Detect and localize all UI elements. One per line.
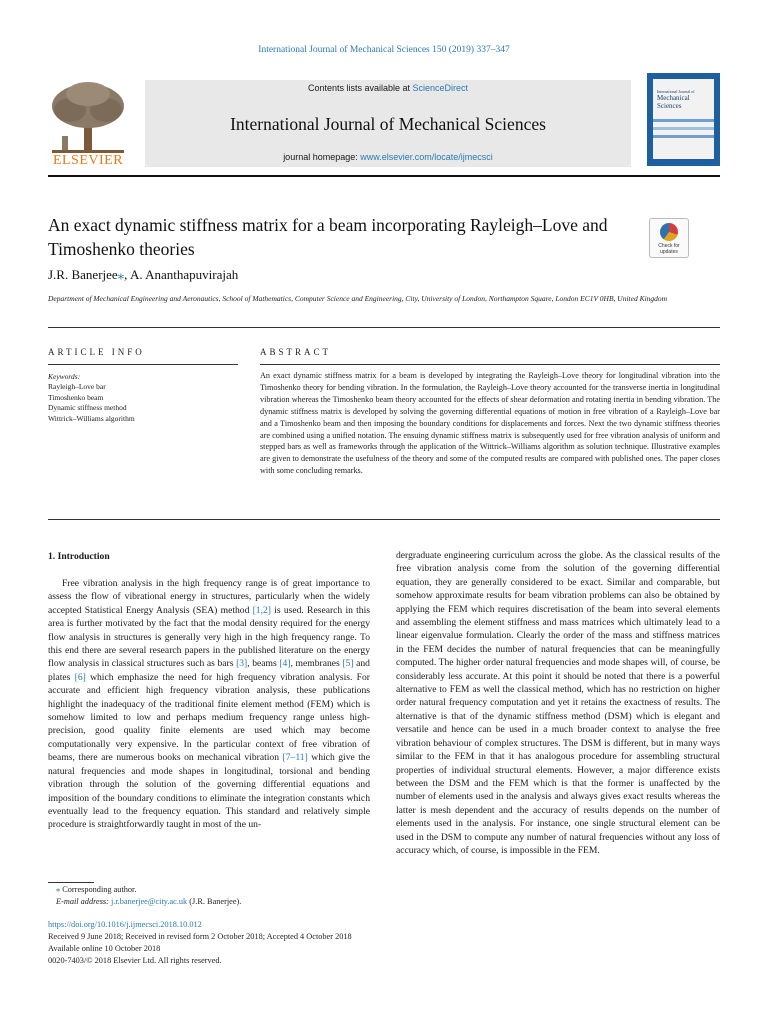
intro-right-column — [396, 549, 720, 857]
keyword-item: Dynamic stiffness method — [48, 403, 127, 412]
cover-title — [657, 89, 711, 110]
contents-prefix: Contents lists available at — [307, 83, 413, 93]
citation-link[interactable]: [7–11] — [282, 752, 308, 764]
cover-stripe — [653, 127, 714, 130]
available-online: Available online 10 October 2018 — [48, 944, 161, 953]
check-for-updates-button[interactable] — [649, 218, 689, 258]
cover-small-text: International Journal of — [657, 89, 695, 94]
article-title: An exact dynamic stiffness matrix for a beam incorporating Rayleigh–Love and Timoshenko theories — [48, 215, 608, 259]
tree-icon — [48, 80, 128, 156]
abstract-rule-bottom — [48, 519, 720, 520]
keywords-label: Keywords: — [48, 372, 81, 381]
journal-cover[interactable] — [647, 73, 720, 166]
journal-banner — [145, 80, 631, 167]
copyright: 0020-7403/© 2018 Elsevier Ltd. All rights reserved. — [48, 956, 222, 965]
intro-paragraph — [48, 577, 370, 832]
abstract-text: An exact dynamic stiffness matrix for a beam is developed by integrating the Rayleigh–Love theory for longitudinal vibration into the Timoshenko theory for bending vibration. In the formulation, the Rayleigh–Love theory accounted for the transverse inertia in longitudinal vibration whereas the Timoshenko beam theory accounted for the effects of shear deformation and rotating inertia in bending vibration. The dynamic stiffness matrix is developed by solving the governing differential equations of motion in free vibration of a Rayleigh–Love bar and a Timoshenko beam and then imposing the boundary conditions for displacements and forces. Next the two dynamic stiffness theories are combined using a unified notation. The ensuing dynamic stiffness matrix is subsequently used for free vibration analysis of uniform and stepped bars as well as frameworks through the application of the Wittrick–Williams algorithm as solution technique. Illustrative examples are given to demonstrate the usefulness of the theory and some of the computed results are compared with published ones. The paper closes with some concluding remarks. — [260, 371, 720, 476]
corresponding-mark[interactable]: ⁎ — [117, 267, 125, 282]
author-separator: , — [124, 267, 130, 282]
email-label: E-mail address: — [56, 897, 111, 906]
section-heading-introduction: 1. Introduction — [48, 551, 110, 562]
corresponding-author-note — [56, 884, 241, 896]
publisher-name: ELSEVIER — [52, 153, 124, 168]
homepage-prefix: journal homepage: — [283, 152, 361, 162]
article-info-rule — [48, 364, 238, 365]
footnote — [56, 884, 241, 908]
citation-link[interactable]: [3] — [236, 658, 248, 670]
body-text: , membranes — [290, 658, 343, 670]
body-text: and plates — [48, 658, 370, 683]
corresponding-label: Corresponding author. — [60, 885, 137, 894]
journal-title: International Journal of Mechanical Sciences — [230, 114, 546, 134]
footnote-rule — [48, 882, 94, 883]
body-text: is used. Research in this area is further motivated by the fact that the modal density required for the energy flow analysis in structures is generally very high in the high frequency range. To this end there are several research papers in the published literature on the energy flow analysis in classical structures such as bars — [48, 604, 370, 670]
author-list — [48, 267, 238, 283]
masthead-rule — [48, 175, 720, 177]
homepage-line — [145, 152, 631, 162]
abstract-heading: ABSTRACT — [260, 347, 332, 357]
citation-link[interactable]: [6] — [74, 671, 86, 683]
email-link[interactable]: j.r.banerjee@city.ac.uk — [111, 897, 188, 906]
homepage-link[interactable]: www.elsevier.com/locate/ijmecsci — [360, 152, 493, 162]
keyword-list — [48, 382, 135, 424]
received-dates: Received 9 June 2018; Received in revised form 2 October 2018; Accepted 4 October 2018 — [48, 932, 352, 941]
intro-paragraph-continued: dergraduate engineering curriculum across the globe. As the classical results of the free vibration analysis come from the solution of the governing differential equation, they are generally considered to be exact. Similar and comparable, but somehow approximate results for beam vibration problems can also be obtained by applying the FEM which requires discretisation of the beam into several elements and assembling the element stiffness and mass matrices which ultimately lead to a linear eigenvalue formulation. Clearly the order of the mass and stiffness matrices in the FEM decides the number of natural frequencies that can be meaningfully computed. The higher order natural frequencies and mode shapes will, of course, be considerably less accurate. At this point it should be noted that there is a powerful alternative to FEM as well the classical method, which has no restriction on higher order natural frequency computation and yet it retains the exactness of results. The alternative is that of the dynamic stiffness method (DSM) which is elegant and versatile and hence can be used in a much broader context to analyse the free vibration behaviour of complex structures. The DSM is different, but in many ways similar to the FEM in that it has analogous procedure for assembling structural properties of individual structural elements. However, a major difference exists between the DSM and the FEM which is that the former is unaffected by the number of elements used in the analysis and always gives exact results whereas the latter is mesh dependent and the accuracy of results depends on the number of elements used in the analysis. For instance, one single structural element can be used in the DSM to compute any number of natural frequencies without any loss of accuracy which, of course, is impossible in the FEM. — [396, 550, 720, 856]
journal-citation[interactable]: International Journal of Mechanical Sciences 150 (2019) 337–347 — [258, 45, 510, 55]
author-1[interactable]: J.R. Banerjee — [48, 267, 118, 282]
keyword-item: Timoshenko beam — [48, 392, 104, 402]
footnote-mark[interactable]: ⁎ — [56, 885, 61, 894]
abstract-rule — [260, 364, 720, 365]
contents-line — [145, 83, 631, 93]
elsevier-logo[interactable] — [48, 80, 128, 170]
affiliation: Department of Mechanical Engineering and Aeronautics, School of Mathematics, Computer Science and Engineering, City, University of London, Northampton Square, London EC1V 0HB, United Kingdom — [48, 294, 668, 303]
email-line — [56, 896, 241, 908]
keyword-item: Wittrick–Williams algorithm — [48, 413, 135, 423]
citation-link[interactable]: [1,2] — [252, 604, 271, 616]
cover-main-text: Mechanical Sciences — [657, 94, 690, 110]
body-text: Free vibration analysis in the high frequency range is of great importance to assess the flow of vibrational energy in structures, particularly when the widely accepted Statistical Energy Analysis (SEA) method — [48, 578, 370, 616]
article-info-heading: ARTICLE INFO — [48, 347, 145, 357]
intro-left-column — [48, 577, 370, 832]
cover-panel — [653, 79, 714, 159]
body-text: , beams — [247, 658, 280, 670]
sciencedirect-link[interactable]: ScienceDirect — [412, 83, 469, 93]
doi-link[interactable]: https://doi.org/10.1016/j.ijmecsci.2018.10.012 — [48, 920, 202, 929]
citation-link[interactable]: [4] — [279, 658, 291, 670]
keyword-item: Rayleigh–Love bar — [48, 382, 106, 391]
citation-link[interactable]: [5] — [342, 658, 354, 670]
info-rule-top — [48, 327, 720, 328]
email-suffix: (J.R. Banerjee). — [187, 897, 242, 906]
body-text: which give the natural frequencies and mode shapes in longitudinal, torsional and bending vibration through the solution of the governing differential equations and imposition of the boundary conditions to eliminate the integration constants which eventually lead to the frequency equation. This standard and relatively simple procedure is straightforwardly taught in most of the un- — [48, 752, 370, 831]
publication-info — [48, 919, 352, 967]
check-updates-label: Check for updates — [658, 243, 680, 255]
cover-stripe — [653, 135, 714, 138]
cover-stripe — [653, 119, 714, 122]
check-updates-icon — [660, 223, 678, 241]
author-2[interactable]: A. Ananthapuvirajah — [129, 267, 239, 282]
body-text: which emphasize the need for high frequency vibration analysis. For accurate and efficient high frequency vibration analysis, these publications highlight the inadequacy of the traditional finite element method (FEM) which is somehow limited to low and perhaps medium frequency range unless high-precision, good quality finite elements are used which may become computationally very expensive. In the particular context of free vibration of beams, there are numerous books on mechanical vibration — [48, 671, 370, 764]
